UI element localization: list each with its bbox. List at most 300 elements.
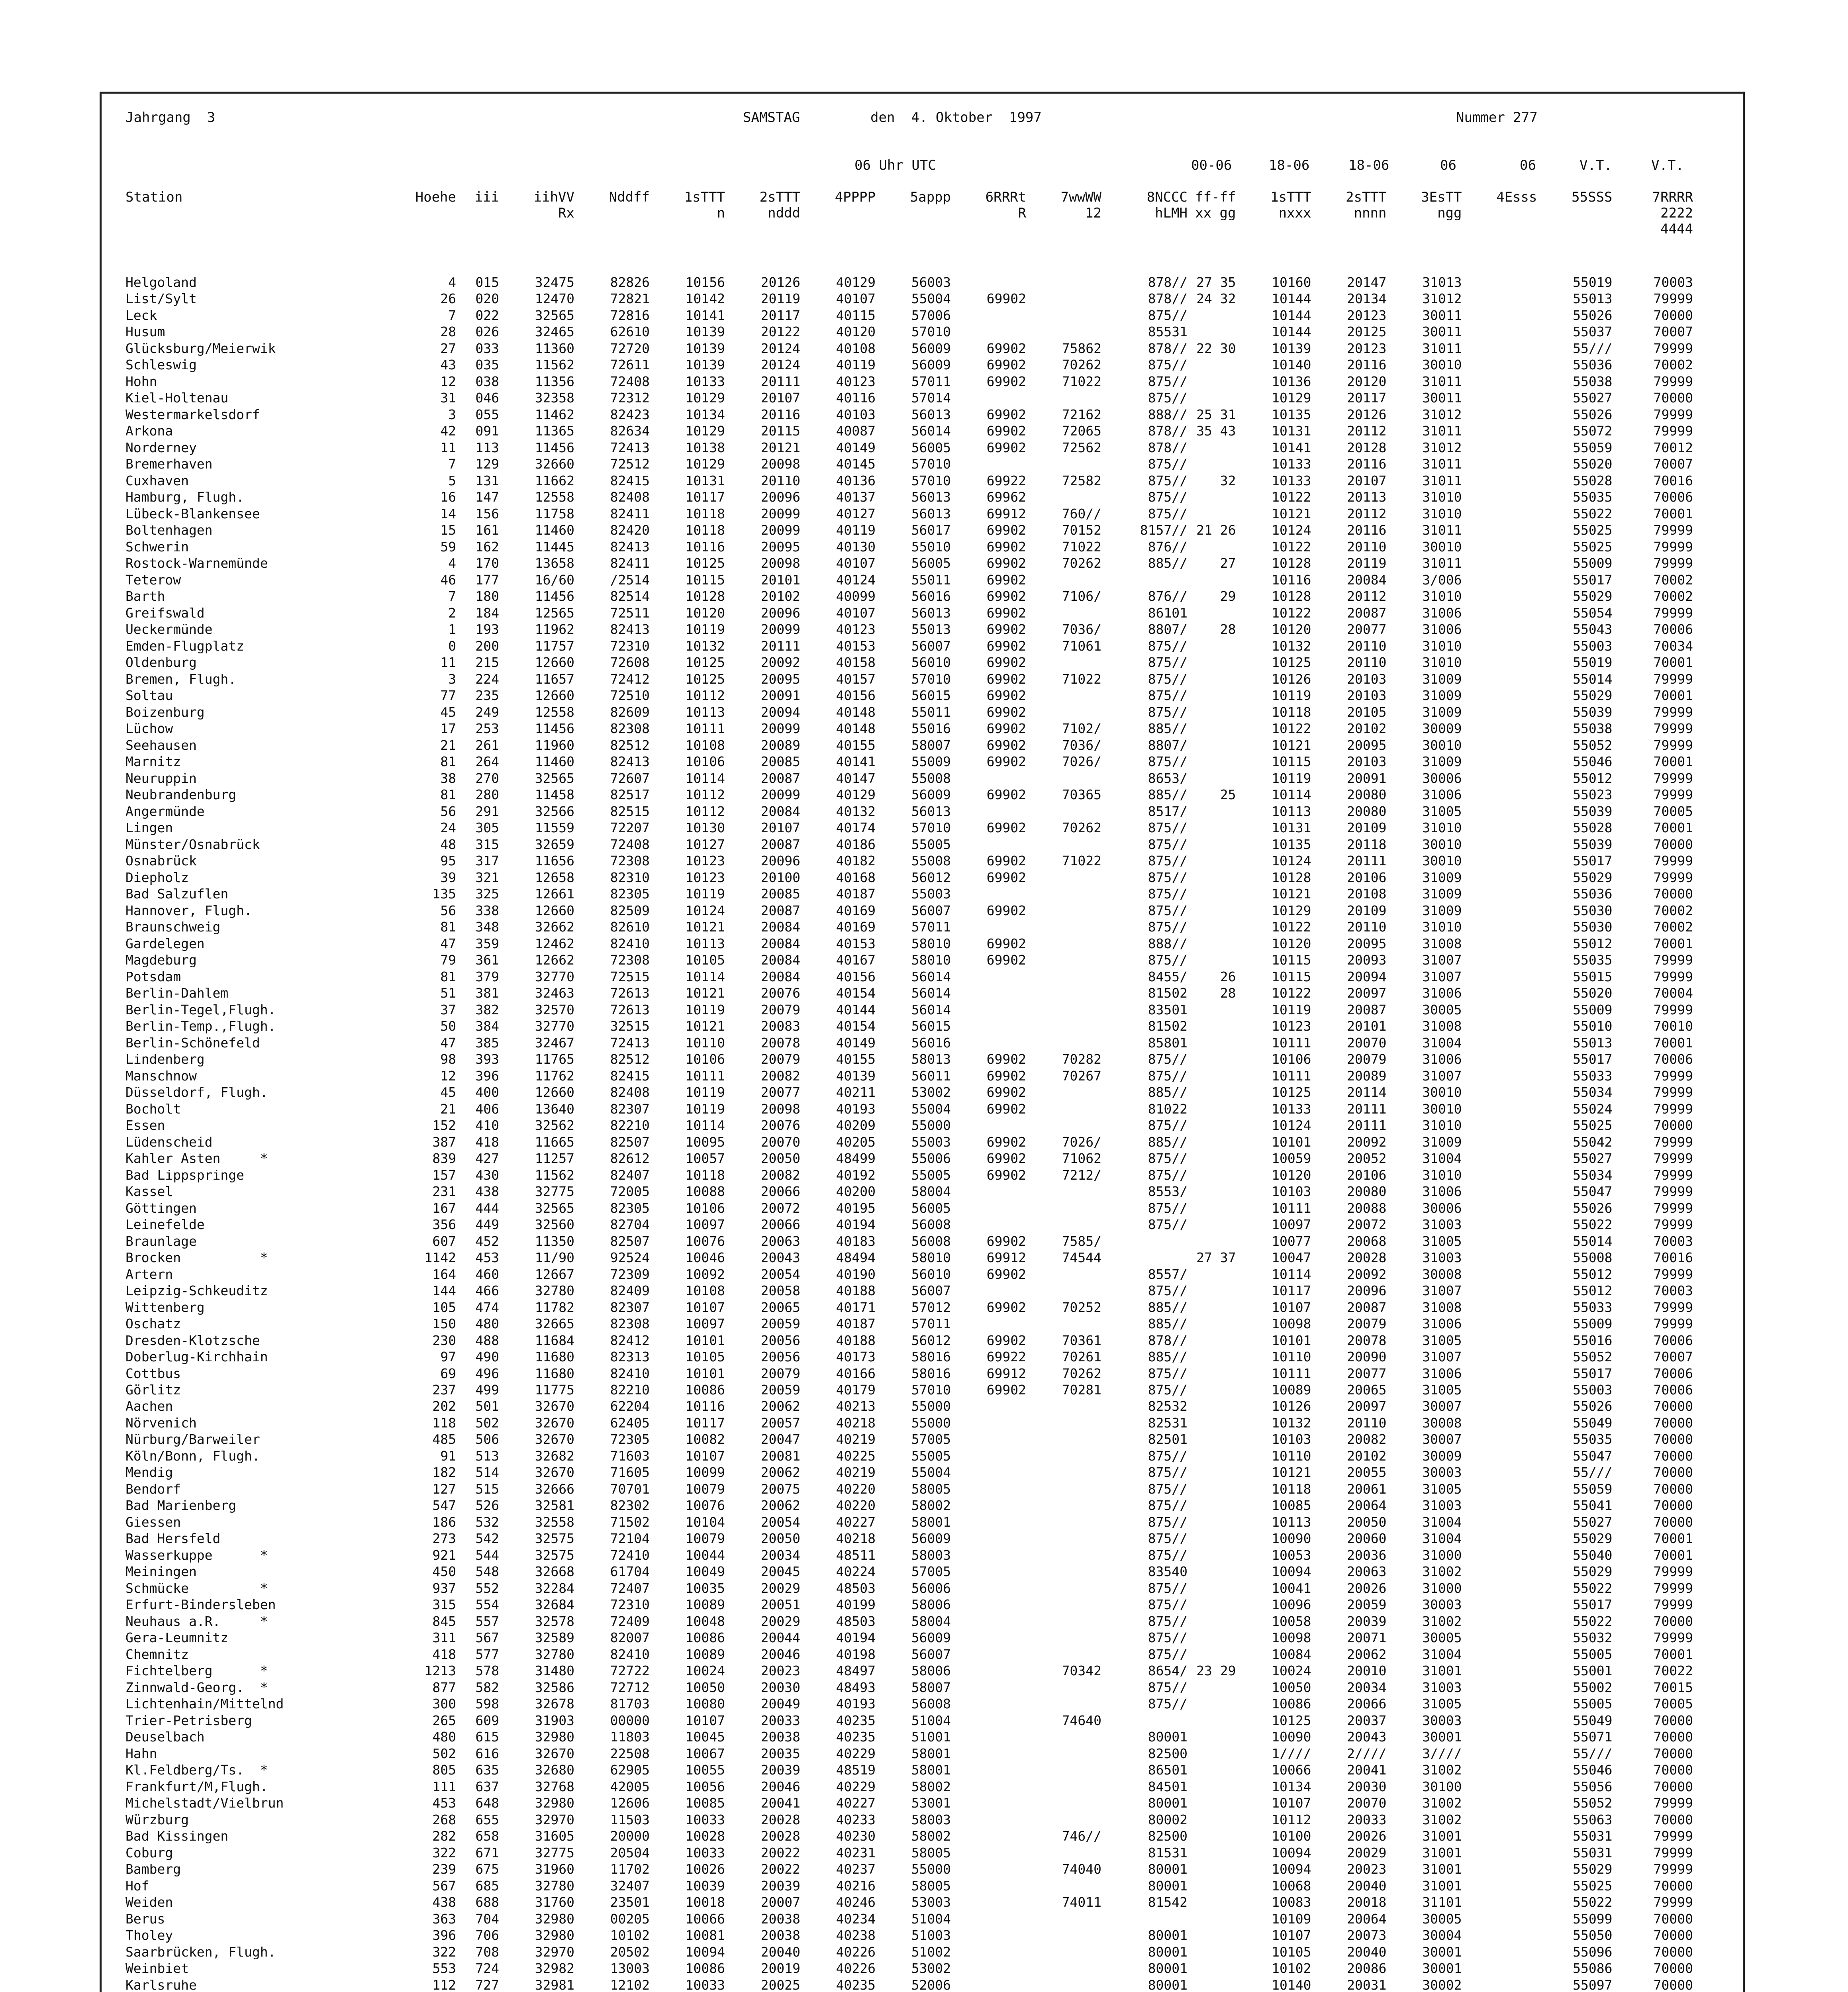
table-cell: 10129 <box>685 423 725 439</box>
table-cell: 79999 <box>1653 1200 1693 1216</box>
group-label-vt-a: V.T. <box>1580 157 1612 173</box>
table-cell: 55026 <box>1573 307 1613 323</box>
table-cell: 10120 <box>1272 622 1311 637</box>
table-cell: 72310 <box>610 1597 650 1613</box>
table-cell: 57012 <box>911 1299 951 1315</box>
table-cell: 10067 <box>685 1745 725 1761</box>
table-cell: 20079 <box>1347 1051 1387 1067</box>
table-cell: 10049 <box>685 1564 725 1580</box>
table-cell: 20059 <box>1347 1597 1387 1613</box>
table-cell: 20070 <box>1347 1035 1387 1051</box>
table-row <box>102 588 1743 604</box>
table-cell: 30010 <box>1422 853 1462 869</box>
table-cell: 55059 <box>1573 439 1613 455</box>
table-cell: 20041 <box>760 1795 800 1811</box>
station-name-cell: Marnitz <box>125 754 181 770</box>
table-cell: 40124 <box>836 572 876 588</box>
table-row <box>102 1500 1743 1512</box>
table-cell: 11350 <box>535 1233 574 1249</box>
table-cell: 875// <box>1148 1613 1188 1629</box>
table-cell: 82507 <box>610 1233 650 1249</box>
table-cell: 56008 <box>911 1696 951 1712</box>
table-cell: 164 <box>432 1266 456 1282</box>
table-cell: 11657 <box>535 671 574 687</box>
table-cell: 20077 <box>1347 1365 1387 1381</box>
table-cell: 30006 <box>1422 1200 1462 1216</box>
table-cell: 40231 <box>836 1845 876 1861</box>
table-cell: 20082 <box>760 1167 800 1183</box>
volume-label: Jahrgang 3 <box>125 110 216 125</box>
table-cell: 542 <box>475 1531 499 1547</box>
column-header <box>586 189 650 237</box>
table-cell: 40238 <box>836 1927 876 1943</box>
table-cell: 382 <box>475 1002 499 1018</box>
table-cell: 10128 <box>1272 588 1311 604</box>
table-cell: 82408 <box>610 489 650 505</box>
table-cell: 805 <box>432 1762 456 1778</box>
table-row <box>102 756 1743 768</box>
table-cell: 396 <box>432 1927 456 1943</box>
table-cell: 499 <box>475 1382 499 1398</box>
table-cell: 59 <box>440 539 456 555</box>
table-cell: 69902 <box>986 638 1026 654</box>
table-cell: 10033 <box>685 1845 725 1861</box>
table-cell: 10122 <box>1272 605 1311 621</box>
table-cell: 885// <box>1148 1316 1188 1332</box>
table-cell: 12462 <box>535 935 574 951</box>
table-cell: 10077 <box>1272 1233 1311 1249</box>
table-cell: 20124 <box>760 357 800 373</box>
table-cell: 40211 <box>836 1084 876 1100</box>
table-cell: 875// <box>1148 1580 1188 1596</box>
table-cell: 52006 <box>911 1977 951 1992</box>
table-row <box>102 1613 1743 1629</box>
table-cell: 70000 <box>1653 1911 1693 1927</box>
table-cell: 32560 <box>535 1217 574 1233</box>
table-cell: 20117 <box>1347 390 1387 406</box>
table-cell: 31013 <box>1422 274 1462 290</box>
table-cell: 20028 <box>760 1828 800 1844</box>
table-cell: 70000 <box>1653 1729 1693 1745</box>
table-cell: 69902 <box>986 1084 1026 1100</box>
station-name-cell: Berlin-Schönefeld <box>125 1035 260 1051</box>
table-cell: 10068 <box>1272 1878 1311 1894</box>
station-name-cell: Chemnitz <box>125 1646 189 1662</box>
table-cell: 69902 <box>986 1299 1026 1315</box>
table-row <box>102 690 1743 702</box>
table-cell: 57010 <box>911 671 951 687</box>
table-row <box>102 1153 1743 1165</box>
table-cell: 20078 <box>760 1035 800 1051</box>
table-cell: 8807/ <box>1148 622 1188 637</box>
table-cell: 10116 <box>685 1398 725 1414</box>
column-header-line: 6RRRt <box>985 189 1026 205</box>
table-cell: 48503 <box>836 1613 876 1629</box>
table-cell: 10083 <box>1272 1894 1311 1910</box>
table-cell: 878// <box>1148 274 1188 290</box>
column-header <box>812 189 876 237</box>
table-cell: 40227 <box>836 1514 876 1530</box>
table-cell: 10139 <box>685 324 725 340</box>
table-cell: 56007 <box>911 1283 951 1299</box>
table-cell: 20091 <box>760 688 800 704</box>
table-cell: 20120 <box>1347 373 1387 389</box>
table-cell: 10033 <box>685 1977 725 1992</box>
table-cell: 315 <box>432 1597 456 1613</box>
table-cell: 291 <box>475 803 499 819</box>
table-cell: 13658 <box>535 555 574 571</box>
table-cell: 20099 <box>760 787 800 803</box>
table-row <box>102 1778 1743 1794</box>
table-cell: 56009 <box>911 340 951 356</box>
table-cell: 40182 <box>836 853 876 869</box>
table-cell: 82407 <box>610 1167 650 1183</box>
table-cell: 40116 <box>836 390 876 406</box>
column-header-line: xx gg <box>1195 205 1236 221</box>
table-cell: 20029 <box>760 1613 800 1629</box>
table-cell: 30007 <box>1422 1431 1462 1447</box>
table-cell: 32670 <box>535 1431 574 1447</box>
table-cell: 72308 <box>610 853 650 869</box>
table-cell: 70006 <box>1653 489 1693 505</box>
table-cell: 55047 <box>1573 1184 1613 1200</box>
table-cell: 10118 <box>1272 1481 1311 1497</box>
station-name-cell: Gardelegen <box>125 935 205 951</box>
table-cell: 56015 <box>911 688 951 704</box>
table-cell: 32775 <box>535 1845 574 1861</box>
table-cell: 876// <box>1148 588 1188 604</box>
table-cell: 12662 <box>535 952 574 968</box>
table-cell: 30010 <box>1422 357 1462 373</box>
table-cell: 10114 <box>685 1118 725 1133</box>
station-name-cell: Gera-Leumnitz <box>125 1630 229 1646</box>
table-cell: 82634 <box>610 423 650 439</box>
station-name-cell: Manschnow <box>125 1068 197 1084</box>
table-cell: 40224 <box>836 1564 876 1580</box>
table-cell: 43 <box>440 357 456 373</box>
table-cell: 10112 <box>685 787 725 803</box>
table-cell: 13640 <box>535 1101 574 1117</box>
table-cell: 69902 <box>986 671 1026 687</box>
table-cell: 20072 <box>760 1200 800 1216</box>
table-cell: 56014 <box>911 969 951 984</box>
table-cell: 55003 <box>911 886 951 902</box>
table-cell: 7102/ <box>1062 721 1101 737</box>
table-cell: 20128 <box>1347 439 1387 455</box>
table-cell: 55009 <box>1573 1316 1613 1332</box>
table-cell: 31605 <box>535 1828 574 1844</box>
station-name-cell: Bad Marienberg <box>125 1498 237 1514</box>
table-cell: 57010 <box>911 456 951 472</box>
table-cell: 79999 <box>1653 721 1693 737</box>
table-cell: 10044 <box>685 1547 725 1563</box>
table-cell: 82531 <box>1148 1415 1188 1431</box>
table-cell: 11680 <box>535 1349 574 1365</box>
table-cell: 31001 <box>1422 1828 1462 1844</box>
table-cell: 70006 <box>1653 1365 1693 1381</box>
table-cell: 264 <box>475 754 499 770</box>
station-name-cell: Meiningen <box>125 1564 197 1580</box>
table-cell: 237 <box>432 1382 456 1398</box>
table-cell: 40153 <box>836 935 876 951</box>
table-cell: 82423 <box>610 406 650 422</box>
table-cell: 885// <box>1148 787 1188 803</box>
station-name-cell: Cottbus <box>125 1365 181 1381</box>
table-cell: 11462 <box>535 406 574 422</box>
table-cell: 40187 <box>836 886 876 902</box>
table-row <box>102 1911 1743 1927</box>
table-cell: 40173 <box>836 1349 876 1365</box>
table-cell: 48 <box>440 836 456 852</box>
table-cell: 20102 <box>1347 1448 1387 1464</box>
table-row <box>102 836 1743 852</box>
table-cell: 20073 <box>1347 1927 1387 1943</box>
table-cell: 20051 <box>760 1597 800 1613</box>
table-cell: 321 <box>475 869 499 885</box>
table-cell: 57011 <box>911 919 951 935</box>
table-cell: 80001 <box>1148 1861 1188 1877</box>
station-name-cell: Artern <box>125 1266 173 1282</box>
table-cell: 31003 <box>1422 1217 1462 1233</box>
table-cell: 10115 <box>1272 754 1311 770</box>
table-cell: 32284 <box>535 1580 574 1596</box>
table-cell: 20046 <box>760 1778 800 1794</box>
table-cell: 56007 <box>911 638 951 654</box>
table-cell: 10136 <box>1272 373 1311 389</box>
table-cell: 55033 <box>1573 1068 1613 1084</box>
station-name-cell: Neubrandenburg <box>125 787 237 803</box>
table-cell: 30009 <box>1422 721 1462 737</box>
table-cell: 70006 <box>1653 1382 1693 1398</box>
station-name-cell: Rostock-Warnemünde <box>125 555 268 571</box>
table-cell: 70000 <box>1653 1745 1693 1761</box>
table-cell: 91 <box>440 1448 456 1464</box>
table-cell: 20029 <box>760 1580 800 1596</box>
table-cell: 20087 <box>1347 1002 1387 1018</box>
table-cell: 55036 <box>1573 357 1613 373</box>
station-name-cell: Lüchow <box>125 721 173 737</box>
table-cell: 21 26 <box>1196 522 1236 538</box>
table-cell: 40149 <box>836 439 876 455</box>
table-cell: 98 <box>440 1051 456 1067</box>
table-cell: 55016 <box>1573 1332 1613 1348</box>
table-cell: 58005 <box>911 1481 951 1497</box>
table-cell: 20080 <box>1347 787 1387 803</box>
table-cell: 11562 <box>535 357 574 373</box>
table-cell: 55008 <box>911 770 951 786</box>
table-cell: 20068 <box>1347 1233 1387 1249</box>
table-cell: 10107 <box>685 1448 725 1464</box>
table-cell: 038 <box>475 373 499 389</box>
table-cell: 514 <box>475 1465 499 1480</box>
table-cell: 71061 <box>1062 638 1101 654</box>
table-cell: 55027 <box>1573 390 1613 406</box>
table-cell: 30003 <box>1422 1712 1462 1728</box>
table-cell: 876// <box>1148 539 1188 555</box>
table-cell: 557 <box>475 1613 499 1629</box>
table-cell: 40156 <box>836 688 876 704</box>
table-row <box>102 1679 1743 1695</box>
table-cell: 38 <box>440 770 456 786</box>
table-cell: 71022 <box>1062 539 1101 555</box>
table-cell: 11680 <box>535 1365 574 1381</box>
table-cell: 10085 <box>685 1795 725 1811</box>
table-cell: 70001 <box>1653 1531 1693 1547</box>
table-cell: 48499 <box>836 1151 876 1167</box>
table-cell: 70006 <box>1653 622 1693 637</box>
table-cell: 875// <box>1148 1448 1188 1464</box>
table-cell: 30100 <box>1422 1778 1462 1794</box>
table-cell: 875// <box>1148 1118 1188 1133</box>
table-cell: 30010 <box>1422 1101 1462 1117</box>
table-cell: 10131 <box>685 473 725 488</box>
table-cell: 56 <box>440 803 456 819</box>
column-header-line: 55SSS <box>1572 189 1613 205</box>
table-row <box>102 1037 1743 1049</box>
station-name-cell: Berlin-Tegel,Flugh. <box>125 1002 276 1018</box>
table-cell: 69902 <box>986 1134 1026 1150</box>
table-cell: 10123 <box>685 869 725 885</box>
table-cell: 502 <box>432 1745 456 1761</box>
table-cell: 10056 <box>685 1778 725 1794</box>
table-cell: 31002 <box>1422 1564 1462 1580</box>
table-cell: 20111 <box>760 373 800 389</box>
table-cell: 30003 <box>1422 1597 1462 1613</box>
table-cell: 760// <box>1062 506 1101 522</box>
table-cell: 82413 <box>610 754 650 770</box>
table-cell: 17 <box>440 721 456 737</box>
table-cell: 72413 <box>610 439 650 455</box>
table-cell: 10111 <box>1272 1365 1311 1381</box>
station-name-cell: Bad Lippspringe <box>125 1167 245 1183</box>
table-cell: 875// <box>1148 671 1188 687</box>
table-cell: 616 <box>475 1745 499 1761</box>
table-cell: 10129 <box>685 390 725 406</box>
table-cell: 10110 <box>1272 1349 1311 1365</box>
table-row <box>102 789 1743 801</box>
table-cell: 1 <box>448 622 456 637</box>
table-cell: 10125 <box>685 671 725 687</box>
table-cell: 72816 <box>610 307 650 323</box>
table-cell: 40108 <box>836 340 876 356</box>
table-cell: 40158 <box>836 655 876 671</box>
table-cell: 20087 <box>760 770 800 786</box>
table-cell: 24 32 <box>1196 291 1236 307</box>
table-cell: 31006 <box>1422 985 1462 1001</box>
table-cell: 32668 <box>535 1564 574 1580</box>
table-cell: 70281 <box>1062 1382 1101 1398</box>
group-label-vt-b: V.T. <box>1651 157 1684 173</box>
table-cell: 7 <box>448 307 456 323</box>
table-row <box>102 475 1743 487</box>
table-cell: 83540 <box>1148 1564 1188 1580</box>
station-name-cell: Weinbiet <box>125 1961 189 1976</box>
table-cell: 32970 <box>535 1812 574 1827</box>
column-header-block <box>102 157 1743 257</box>
table-cell: 32770 <box>535 1018 574 1034</box>
table-cell: 10139 <box>685 340 725 356</box>
table-cell: 10106 <box>685 1200 725 1216</box>
table-cell: 58010 <box>911 1250 951 1266</box>
table-cell: 69902 <box>986 655 1026 671</box>
table-cell: 70002 <box>1653 588 1693 604</box>
table-cell: 10080 <box>685 1696 725 1712</box>
table-cell: 10101 <box>685 1332 725 1348</box>
column-header-line: ngg <box>1437 205 1462 221</box>
column-header-line <box>125 205 285 221</box>
column-header-line: iii <box>474 189 499 205</box>
station-name-cell: Coburg <box>125 1845 173 1861</box>
table-cell: 55059 <box>1573 1481 1613 1497</box>
table-row <box>102 1431 1743 1447</box>
table-cell: 56014 <box>911 985 951 1001</box>
table-cell: 62610 <box>610 324 650 340</box>
station-name-cell: Nürburg/Barweiler <box>125 1431 260 1447</box>
table-row <box>102 1646 1743 1662</box>
table-cell: 113 <box>475 439 499 455</box>
table-row <box>102 1167 1743 1183</box>
table-cell: 55008 <box>911 853 951 869</box>
table-cell: 12558 <box>535 704 574 720</box>
table-cell: 69902 <box>986 952 1026 968</box>
table-cell: 40120 <box>836 324 876 340</box>
table-cell: 11/90 <box>535 1250 574 1266</box>
table-cell: 55071 <box>1573 1729 1613 1745</box>
table-cell: 70361 <box>1062 1332 1101 1348</box>
table-cell: 875// <box>1148 1481 1188 1497</box>
table-cell: 20019 <box>760 1961 800 1976</box>
table-cell: 10099 <box>685 1465 725 1480</box>
table-cell: 72412 <box>610 671 650 687</box>
table-cell: 20023 <box>1347 1861 1387 1877</box>
table-cell: 55031 <box>1573 1845 1613 1861</box>
table-cell: 20056 <box>760 1349 800 1365</box>
table-cell: 40123 <box>836 373 876 389</box>
table-cell: 69902 <box>986 688 1026 704</box>
table-cell: 70000 <box>1653 1961 1693 1976</box>
table-cell: 20085 <box>760 886 800 902</box>
table-cell: 32666 <box>535 1481 574 1497</box>
table-cell: 14 <box>440 506 456 522</box>
table-cell: 875// <box>1148 869 1188 885</box>
table-cell: 31005 <box>1422 803 1462 819</box>
table-cell: 450 <box>432 1564 456 1580</box>
table-cell: 40099 <box>836 588 876 604</box>
station-name-cell: Husum <box>125 324 165 340</box>
table-cell: 48503 <box>836 1580 876 1596</box>
table-row <box>102 1795 1743 1811</box>
table-cell: 31003 <box>1422 1498 1462 1514</box>
table-cell: 70000 <box>1653 1762 1693 1778</box>
table-cell: 261 <box>475 737 499 753</box>
table-cell: 20116 <box>760 406 800 422</box>
table-cell: 20025 <box>760 1977 800 1992</box>
station-name-cell: Karlsruhe <box>125 1977 197 1992</box>
table-cell: 20050 <box>760 1531 800 1547</box>
table-cell: 55056 <box>1573 1778 1613 1794</box>
table-cell: 55030 <box>1573 919 1613 935</box>
column-header-line: Rx <box>558 205 574 221</box>
table-cell: 31010 <box>1422 1167 1462 1183</box>
table-row <box>102 541 1743 553</box>
table-cell: 56005 <box>911 1200 951 1216</box>
table-cell: 10141 <box>685 307 725 323</box>
table-cell: 10089 <box>685 1597 725 1613</box>
table-cell: 20056 <box>760 1332 800 1348</box>
table-cell: 131 <box>475 473 499 488</box>
table-cell: 10076 <box>685 1498 725 1514</box>
table-cell: 32780 <box>535 1878 574 1894</box>
